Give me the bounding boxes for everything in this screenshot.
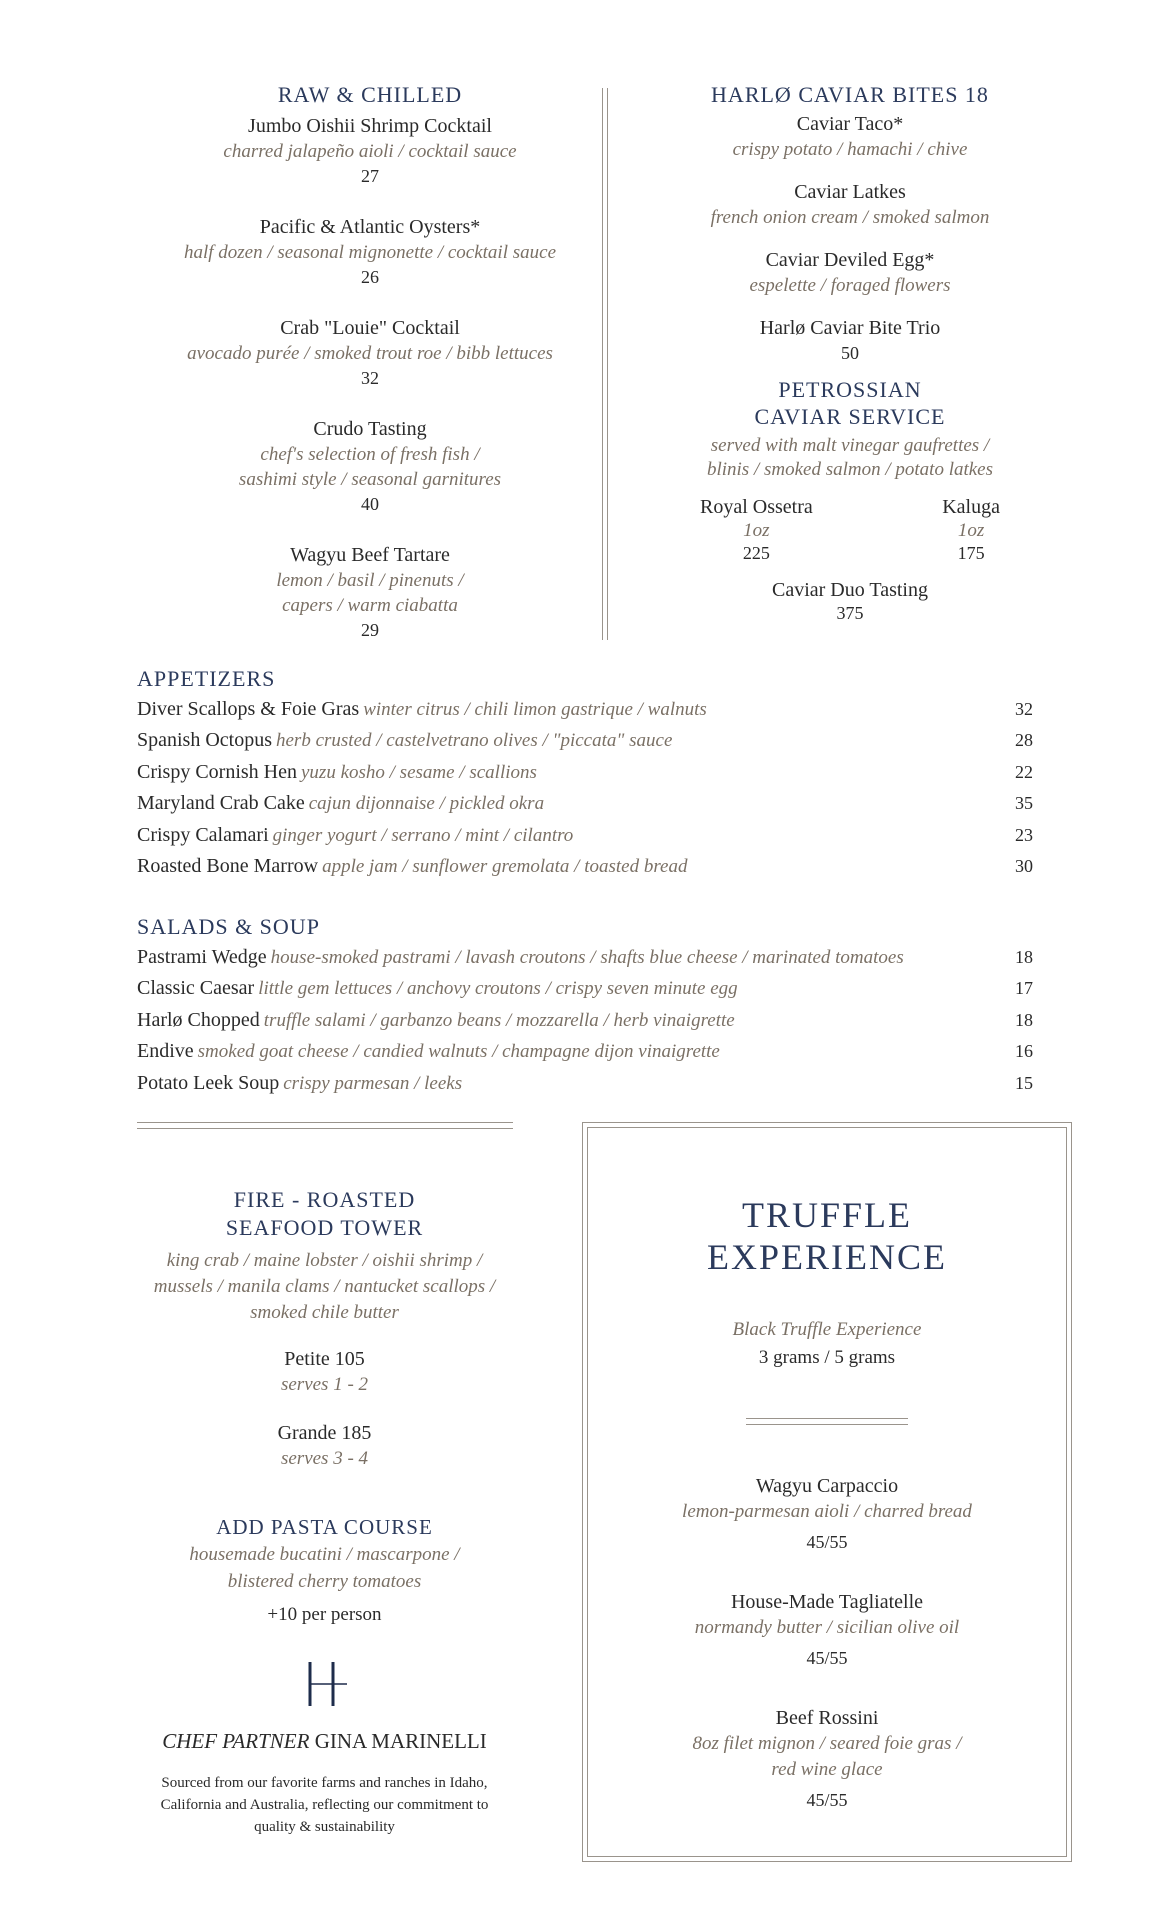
seafood-tower-section: [137, 1186, 512, 1838]
appetizers-heading: APPETIZERS: [137, 666, 276, 691]
item-name: Endive: [137, 1040, 194, 1063]
truffle-subtitle: Black Truffle Experience: [732, 1319, 922, 1340]
menu-row: [137, 946, 1033, 977]
option-size: 1oz: [957, 520, 985, 541]
menu-row: [137, 792, 1033, 823]
pasta-price: +10 per person: [267, 1604, 382, 1625]
petrossian-heading: CAVIAR SERVICE: [754, 404, 946, 429]
item-desc: truffle salami / garbanzo beans / mozzarella / herb vinaigrette: [263, 1009, 735, 1031]
menu-row: [137, 698, 1033, 729]
tower-size-serves: serves 1 - 2: [280, 1374, 369, 1395]
item-name: Potato Leek Soup: [137, 1071, 280, 1094]
item-name: Classic Caesar: [137, 977, 255, 1000]
tower-desc: mussels / manila clams / nantucket scallops /: [153, 1276, 496, 1297]
tower-heading: FIRE - ROASTED: [233, 1187, 416, 1212]
item-desc: house-smoked pastrami / lavash croutons / shafts blue cheese / marinated tomatoes: [270, 947, 904, 968]
item-desc: lemon-parmesan aioli / charred bread: [682, 1501, 972, 1522]
item-price: 23: [1015, 824, 1033, 845]
duo-name: Caviar Duo Tasting: [772, 579, 928, 601]
item-name: Maryland Crab Cake: [137, 792, 305, 815]
item-desc: herb crusted / castelvetrano olives / "piccata" sauce: [276, 730, 673, 752]
item-desc: winter citrus / chili limon gastrique / walnuts: [363, 699, 707, 720]
option-price: 225: [742, 543, 770, 563]
truffle-item: [588, 1705, 1066, 1813]
tower-heading: SEAFOOD TOWER: [225, 1215, 424, 1240]
menu-item: [130, 114, 610, 189]
truffle-divider: [746, 1418, 908, 1425]
petrossian-section: [680, 376, 1020, 625]
item-name: Diver Scallops & Foie Gras: [137, 698, 360, 720]
item-desc: 8oz filet mignon / seared foie gras /: [692, 1733, 962, 1754]
item-name: House-Made Tagliatelle: [730, 1591, 924, 1613]
caviar-section: [680, 82, 1020, 625]
petrossian-heading: PETROSSIAN: [778, 377, 922, 402]
option-name: Royal Ossetra: [700, 496, 813, 518]
item-price: 40: [361, 494, 379, 514]
item-price: 17: [1015, 978, 1033, 999]
tower-size: [137, 1420, 512, 1472]
item-name: Caviar Latkes: [794, 181, 906, 203]
caviar-options: [680, 496, 1020, 565]
item-desc: red wine glace: [771, 1759, 883, 1780]
item-name: Crudo Tasting: [313, 418, 427, 440]
item-desc: cajun dijonnaise / pickled okra: [308, 793, 545, 815]
petrossian-desc: served with malt vinegar gaufrettes /: [710, 435, 990, 456]
item-name: Wagyu Carpaccio: [755, 1475, 899, 1497]
menu-item: [130, 543, 610, 643]
sourcing-line: quality & sustainability: [254, 1819, 395, 1835]
h-logo-icon: [295, 1654, 355, 1714]
menu-row: [137, 1072, 1033, 1103]
item-desc: lemon / basil / pinenuts /: [276, 570, 464, 591]
tower-size-serves: serves 3 - 4: [280, 1448, 369, 1469]
truffle-inner-frame: [587, 1127, 1067, 1857]
item-price: 50: [841, 343, 859, 363]
item-desc: french onion cream / smoked salmon: [710, 207, 990, 228]
truffle-intro: [588, 1316, 1066, 1372]
item-desc: yuzu kosho / sesame / scallions: [301, 761, 537, 783]
menu-item: [680, 316, 1020, 366]
option-price: 175: [957, 543, 985, 563]
item-price: 45/55: [806, 1648, 848, 1668]
pasta-course: [137, 1514, 512, 1628]
item-name: Spanish Octopus: [137, 729, 272, 752]
salads-section: [137, 914, 1033, 1103]
pasta-desc: blistered cherry tomatoes: [227, 1571, 422, 1592]
item-name: Beef Rossini: [775, 1707, 879, 1729]
item-name: Caviar Taco*: [796, 113, 904, 135]
tower-size-name: Grande 185: [277, 1422, 372, 1444]
item-desc: crispy parmesan / leeks: [283, 1072, 463, 1094]
item-desc: little gem lettuces / anchovy croutons / crispy seven minute egg: [258, 978, 738, 1000]
item-name: Harlø Chopped: [137, 1008, 260, 1031]
item-price: 29: [361, 620, 379, 640]
item-name: Caviar Deviled Egg*: [765, 249, 935, 271]
chef-credit: [137, 1729, 512, 1754]
menu-item: [680, 112, 1020, 162]
item-price: 32: [361, 368, 379, 388]
item-desc: chef's selection of fresh fish /: [260, 444, 480, 465]
item-name: Crab "Louie" Cocktail: [280, 317, 460, 339]
item-desc: espelette / foraged flowers: [749, 275, 951, 296]
caviar-bites-heading: HARLØ CAVIAR BITES 18: [711, 82, 989, 107]
item-price: 22: [1015, 761, 1033, 782]
item-desc: half dozen / seasonal mignonette / cocktail sauce: [183, 242, 556, 263]
tower-desc: king crab / maine lobster / oishii shrimp /: [166, 1250, 483, 1271]
menu-row: [137, 729, 1033, 760]
item-price: 18: [1015, 1009, 1033, 1030]
menu-item: [130, 417, 610, 517]
item-price: 16: [1015, 1041, 1033, 1062]
item-price: 15: [1015, 1072, 1033, 1093]
duo-price: 375: [836, 603, 864, 623]
item-desc: charred jalapeño aioli / cocktail sauce: [223, 141, 517, 162]
item-desc: ginger yogurt / serrano / mint / cilantro: [272, 824, 574, 846]
menu-row: [137, 977, 1033, 1008]
chef-name: GINA MARINELLI: [314, 1729, 487, 1753]
column-divider: [602, 88, 603, 640]
truffle-title: TRUFFLE: [741, 1195, 913, 1235]
menu-item: [130, 215, 610, 290]
menu-row: [137, 761, 1033, 792]
item-desc: crispy potato / hamachi / chive: [732, 139, 968, 160]
menu-item: [130, 316, 610, 391]
pasta-heading: ADD PASTA COURSE: [216, 1515, 433, 1539]
section-divider: [137, 1122, 513, 1129]
item-name: Crispy Calamari: [137, 823, 269, 846]
item-name: Harlø Caviar Bite Trio: [759, 317, 941, 339]
petrossian-desc: blinis / smoked salmon / potato latkes: [706, 459, 994, 480]
item-price: 35: [1015, 793, 1033, 814]
restaurant-logo: [137, 1654, 512, 1719]
item-desc: normandy butter / sicilian olive oil: [694, 1617, 960, 1638]
item-desc: capers / warm ciabatta: [282, 595, 458, 616]
raw-chilled-section: [130, 82, 610, 669]
salads-heading: SALADS & SOUP: [137, 914, 320, 939]
raw-chilled-heading: RAW & CHILLED: [277, 82, 463, 107]
truffle-item: [588, 1589, 1066, 1671]
item-desc: sashimi style / seasonal garnitures: [238, 469, 502, 490]
item-price: 32: [1015, 699, 1033, 719]
item-name: Crispy Cornish Hen: [137, 760, 297, 783]
tower-size: [137, 1346, 512, 1398]
item-name: Jumbo Oishii Shrimp Cocktail: [248, 115, 492, 137]
sourcing-note: [137, 1772, 512, 1838]
truffle-grams: 3 grams / 5 grams: [758, 1347, 896, 1368]
truffle-item: [588, 1473, 1066, 1555]
menu-row: [137, 855, 1033, 886]
item-desc: apple jam / sunflower gremolata / toasted bread: [322, 855, 688, 877]
sourcing-line: California and Australia, reflecting our commitment to: [160, 1797, 489, 1813]
item-price: 45/55: [806, 1790, 848, 1810]
caviar-option: [942, 496, 1000, 565]
item-price: 30: [1015, 855, 1033, 876]
truffle-title: EXPERIENCE: [707, 1237, 947, 1277]
tower-size-name: Petite 105: [284, 1348, 365, 1370]
item-name: Wagyu Beef Tartare: [290, 544, 450, 566]
menu-item: [680, 248, 1020, 298]
item-price: 28: [1015, 730, 1033, 751]
sourcing-line: Sourced from our favorite farms and ranches in Idaho,: [161, 1775, 488, 1791]
item-price: 45/55: [806, 1532, 848, 1552]
item-name: Roasted Bone Marrow: [137, 854, 319, 877]
option-size: 1oz: [743, 520, 770, 541]
item-name: Pastrami Wedge: [137, 946, 267, 968]
menu-item: [680, 180, 1020, 230]
item-desc: avocado purée / smoked trout roe / bibb lettuces: [187, 343, 553, 364]
appetizers-section: [137, 666, 1033, 886]
menu-row: [137, 1040, 1033, 1071]
item-price: 27: [361, 166, 379, 186]
chef-title: CHEF PARTNER: [162, 1729, 310, 1753]
caviar-duo: [680, 579, 1020, 625]
item-name: Pacific & Atlantic Oysters*: [259, 216, 481, 238]
menu-row: [137, 1009, 1033, 1040]
pasta-desc: housemade bucatini / mascarpone /: [189, 1544, 460, 1565]
item-price: 18: [1015, 947, 1033, 967]
item-desc: smoked goat cheese / candied walnuts / champagne dijon vinaigrette: [197, 1041, 720, 1063]
tower-desc: smoked chile butter: [250, 1302, 399, 1323]
truffle-box: [582, 1122, 1072, 1862]
menu-row: [137, 824, 1033, 855]
caviar-option: [700, 496, 813, 565]
option-name: Kaluga: [942, 496, 1000, 518]
column-divider: [607, 88, 608, 640]
item-price: 26: [361, 267, 379, 287]
